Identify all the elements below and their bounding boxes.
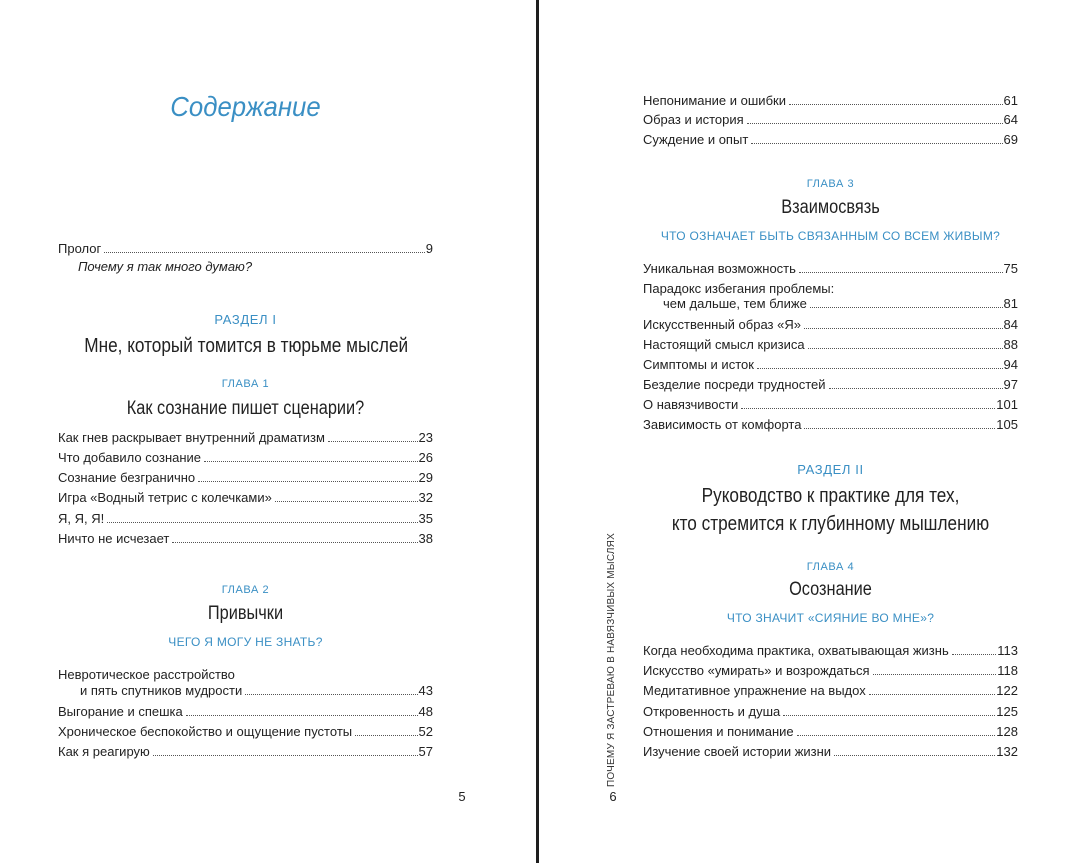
toc-entry-title: Изучение своей истории жизни (643, 744, 832, 759)
toc-entry (58, 724, 433, 740)
toc-entry-page: 88 (1003, 337, 1018, 352)
toc-entry-page: 132 (996, 744, 1018, 759)
toc-entry (643, 377, 1018, 393)
toc-entry-page: 81 (1003, 296, 1018, 311)
page-number: 6 (609, 789, 617, 804)
leader-dots (804, 427, 995, 429)
toc-entry-title: Ничто не исчезает (58, 531, 170, 546)
toc-entry-title: Хроническое беспокойство и ощущение пустоты (58, 724, 353, 739)
leader-dots (783, 714, 995, 716)
toc-entry-title: Выгорание и спешка (58, 704, 183, 719)
leader-dots (829, 387, 1003, 389)
leader-dots (245, 693, 417, 695)
chapter-subtitle: ЧТО ЗНАЧИТ «СИЯНИЕ ВО МНЕ»? (726, 611, 935, 625)
toc-entry-title: Отношения и понимание (643, 724, 794, 739)
section-label: РАЗДЕЛ I (214, 312, 277, 327)
leader-dots (797, 734, 996, 736)
toc-entry (643, 261, 1018, 277)
toc-entry-title: О навязчивости (643, 397, 739, 412)
toc-entry-title: Сознание безгранично (58, 470, 196, 485)
toc-entry-title: Когда необходима практика, охватывающая жизнь (643, 643, 949, 658)
toc-entry (58, 450, 433, 466)
leader-dots (810, 306, 1003, 308)
toc-entry-page: 101 (996, 397, 1018, 412)
toc-entry-page: 29 (418, 470, 433, 485)
toc-entry-title: Медитативное упражнение на выдох (643, 683, 866, 698)
toc-entry (643, 132, 1018, 148)
toc-entry (643, 112, 1018, 128)
leader-dots (275, 500, 418, 502)
toc-entry (58, 470, 433, 486)
toc-entry-title: Искусственный образ «Я» (643, 317, 801, 332)
section-title: Мне, который томится в тюрьме мыслей (84, 335, 409, 357)
chapter-label: ГЛАВА 3 (806, 178, 855, 190)
leader-dots (198, 480, 417, 482)
leader-dots (751, 142, 1002, 144)
toc-entry-title: Искусство «умирать» и возрождаться (643, 663, 870, 678)
toc-entry (643, 93, 1018, 109)
chapter-label: ГЛАВА 2 (221, 584, 270, 596)
toc-entry-title-line1: Невротическое расстройство (58, 667, 235, 682)
toc-entry (643, 397, 1018, 413)
toc-entry-title: Игра «Водный тетрис с колечками» (58, 490, 272, 505)
chapter-subtitle: ЧТО ОЗНАЧАЕТ БЫТЬ СВЯЗАННЫМ СО ВСЕМ ЖИВЫМ? (660, 229, 1001, 243)
prologue-subtitle: Почему я так много думаю? (78, 259, 253, 274)
toc-entry-page: 64 (1003, 112, 1018, 127)
toc-entry (643, 317, 1018, 333)
leader-dots (834, 754, 995, 756)
leader-dots (799, 271, 1003, 273)
toc-entry (58, 490, 433, 506)
toc-entry-title: Пролог (58, 241, 102, 256)
toc-entry (643, 643, 1018, 659)
toc-entry-title: Безделие посреди трудностей (643, 377, 826, 392)
toc-entry-page: 69 (1003, 132, 1018, 147)
toc-entry (58, 511, 433, 527)
toc-entry-page: 38 (418, 531, 433, 546)
toc-entry-page: 57 (418, 744, 433, 759)
toc-entry-title: Что добавило сознание (58, 450, 202, 465)
toc-entry-page: 128 (996, 724, 1018, 739)
leader-dots (104, 251, 425, 253)
toc-entry (58, 744, 433, 760)
toc-entry-title: Как я реагирую (58, 744, 150, 759)
toc-entry-page: 113 (997, 643, 1018, 658)
toc-entry-prologue (58, 241, 433, 257)
toc-entry-title: Образ и история (643, 112, 744, 127)
toc-entry-title: Как гнев раскрывает внутренний драматизм (58, 430, 325, 445)
toc-entry-page: 43 (418, 683, 433, 698)
leader-dots (804, 327, 1003, 329)
toc-entry-page: 84 (1003, 317, 1018, 332)
leader-dots (952, 653, 997, 655)
toc-entry (58, 531, 433, 547)
toc-entry-page: 122 (996, 683, 1018, 698)
leader-dots (869, 693, 996, 695)
toc-entry-title-line1: Парадокс избегания проблемы: (643, 281, 835, 296)
toc-entry-title: Уникальная возможность (643, 261, 796, 276)
toc-entry-page: 97 (1003, 377, 1018, 392)
toc-entry (58, 704, 433, 720)
chapter-label: ГЛАВА 4 (806, 561, 855, 573)
leader-dots (107, 521, 417, 523)
toc-entry-title: Симптомы и исток (643, 357, 754, 372)
toc-entry (58, 430, 433, 446)
chapter-title: Как сознание пишет сценарии? (126, 398, 365, 419)
toc-entry (643, 704, 1018, 720)
leader-dots (747, 122, 1003, 124)
chapter-title: Взаимосвязь (781, 197, 880, 218)
running-title-vertical: ПОЧЕМУ Я ЗАСТРЕВАЮ В НАВЯЗЧИВЫХ МЫСЛЯХ (606, 533, 617, 787)
leader-dots (186, 714, 418, 716)
toc-entry (643, 744, 1018, 760)
toc-entry-page: 75 (1003, 261, 1018, 276)
contents-title: Содержание (170, 91, 321, 122)
leader-dots (873, 673, 997, 675)
toc-entry-page: 32 (418, 490, 433, 505)
leader-dots (741, 407, 995, 409)
toc-entry-title: Настоящий смысл кризиса (643, 337, 805, 352)
leader-dots (172, 541, 417, 543)
toc-entry (643, 357, 1018, 373)
toc-entry-page: 94 (1003, 357, 1018, 372)
toc-entry-title: Откровенность и душа (643, 704, 781, 719)
toc-entry-title: Суждение и опыт (643, 132, 749, 147)
toc-entry-page: 118 (997, 663, 1018, 678)
leader-dots (808, 347, 1003, 349)
toc-entry-page: 105 (996, 417, 1018, 432)
chapter-title: Привычки (207, 603, 284, 624)
leader-dots (757, 367, 1003, 369)
toc-entry-page: 52 (418, 724, 433, 739)
toc-entry-title: чем дальше, тем ближе (663, 296, 807, 311)
toc-entry-page: 9 (425, 241, 433, 256)
toc-entry-title: Зависимость от комфорта (643, 417, 802, 432)
toc-entry-title: Непонимание и ошибки (643, 93, 786, 108)
toc-entry (643, 683, 1018, 699)
toc-entry-page: 23 (418, 430, 433, 445)
toc-entry-title: и пять спутников мудрости (80, 683, 243, 698)
toc-entry-page: 48 (418, 704, 433, 719)
leader-dots (204, 460, 418, 462)
toc-entry (643, 337, 1018, 353)
leader-dots (789, 103, 1003, 105)
section-title-line1: Руководство к практике для тех, (701, 485, 960, 507)
chapter-label: ГЛАВА 1 (221, 378, 270, 390)
chapter-subtitle: ЧЕГО Я МОГУ НЕ ЗНАТЬ? (168, 635, 323, 649)
toc-entry (643, 663, 1018, 679)
toc-entry (643, 724, 1018, 740)
toc-entry-page: 26 (418, 450, 433, 465)
section-label: РАЗДЕЛ II (797, 462, 864, 477)
toc-entry-page: 61 (1003, 93, 1018, 108)
toc-entry (643, 417, 1018, 433)
toc-entry (80, 683, 433, 699)
page-spine-divider (536, 0, 539, 863)
toc-entry-page: 125 (996, 704, 1018, 719)
leader-dots (153, 754, 418, 756)
leader-dots (355, 734, 417, 736)
toc-entry-page: 35 (418, 511, 433, 526)
leader-dots (328, 440, 418, 442)
toc-entry (663, 296, 1018, 312)
chapter-title: Осознание (789, 579, 872, 600)
page-number: 5 (458, 789, 466, 804)
section-title-line2: кто стремится к глубинному мышлению (671, 513, 990, 535)
toc-entry-title: Я, Я, Я! (58, 511, 105, 526)
